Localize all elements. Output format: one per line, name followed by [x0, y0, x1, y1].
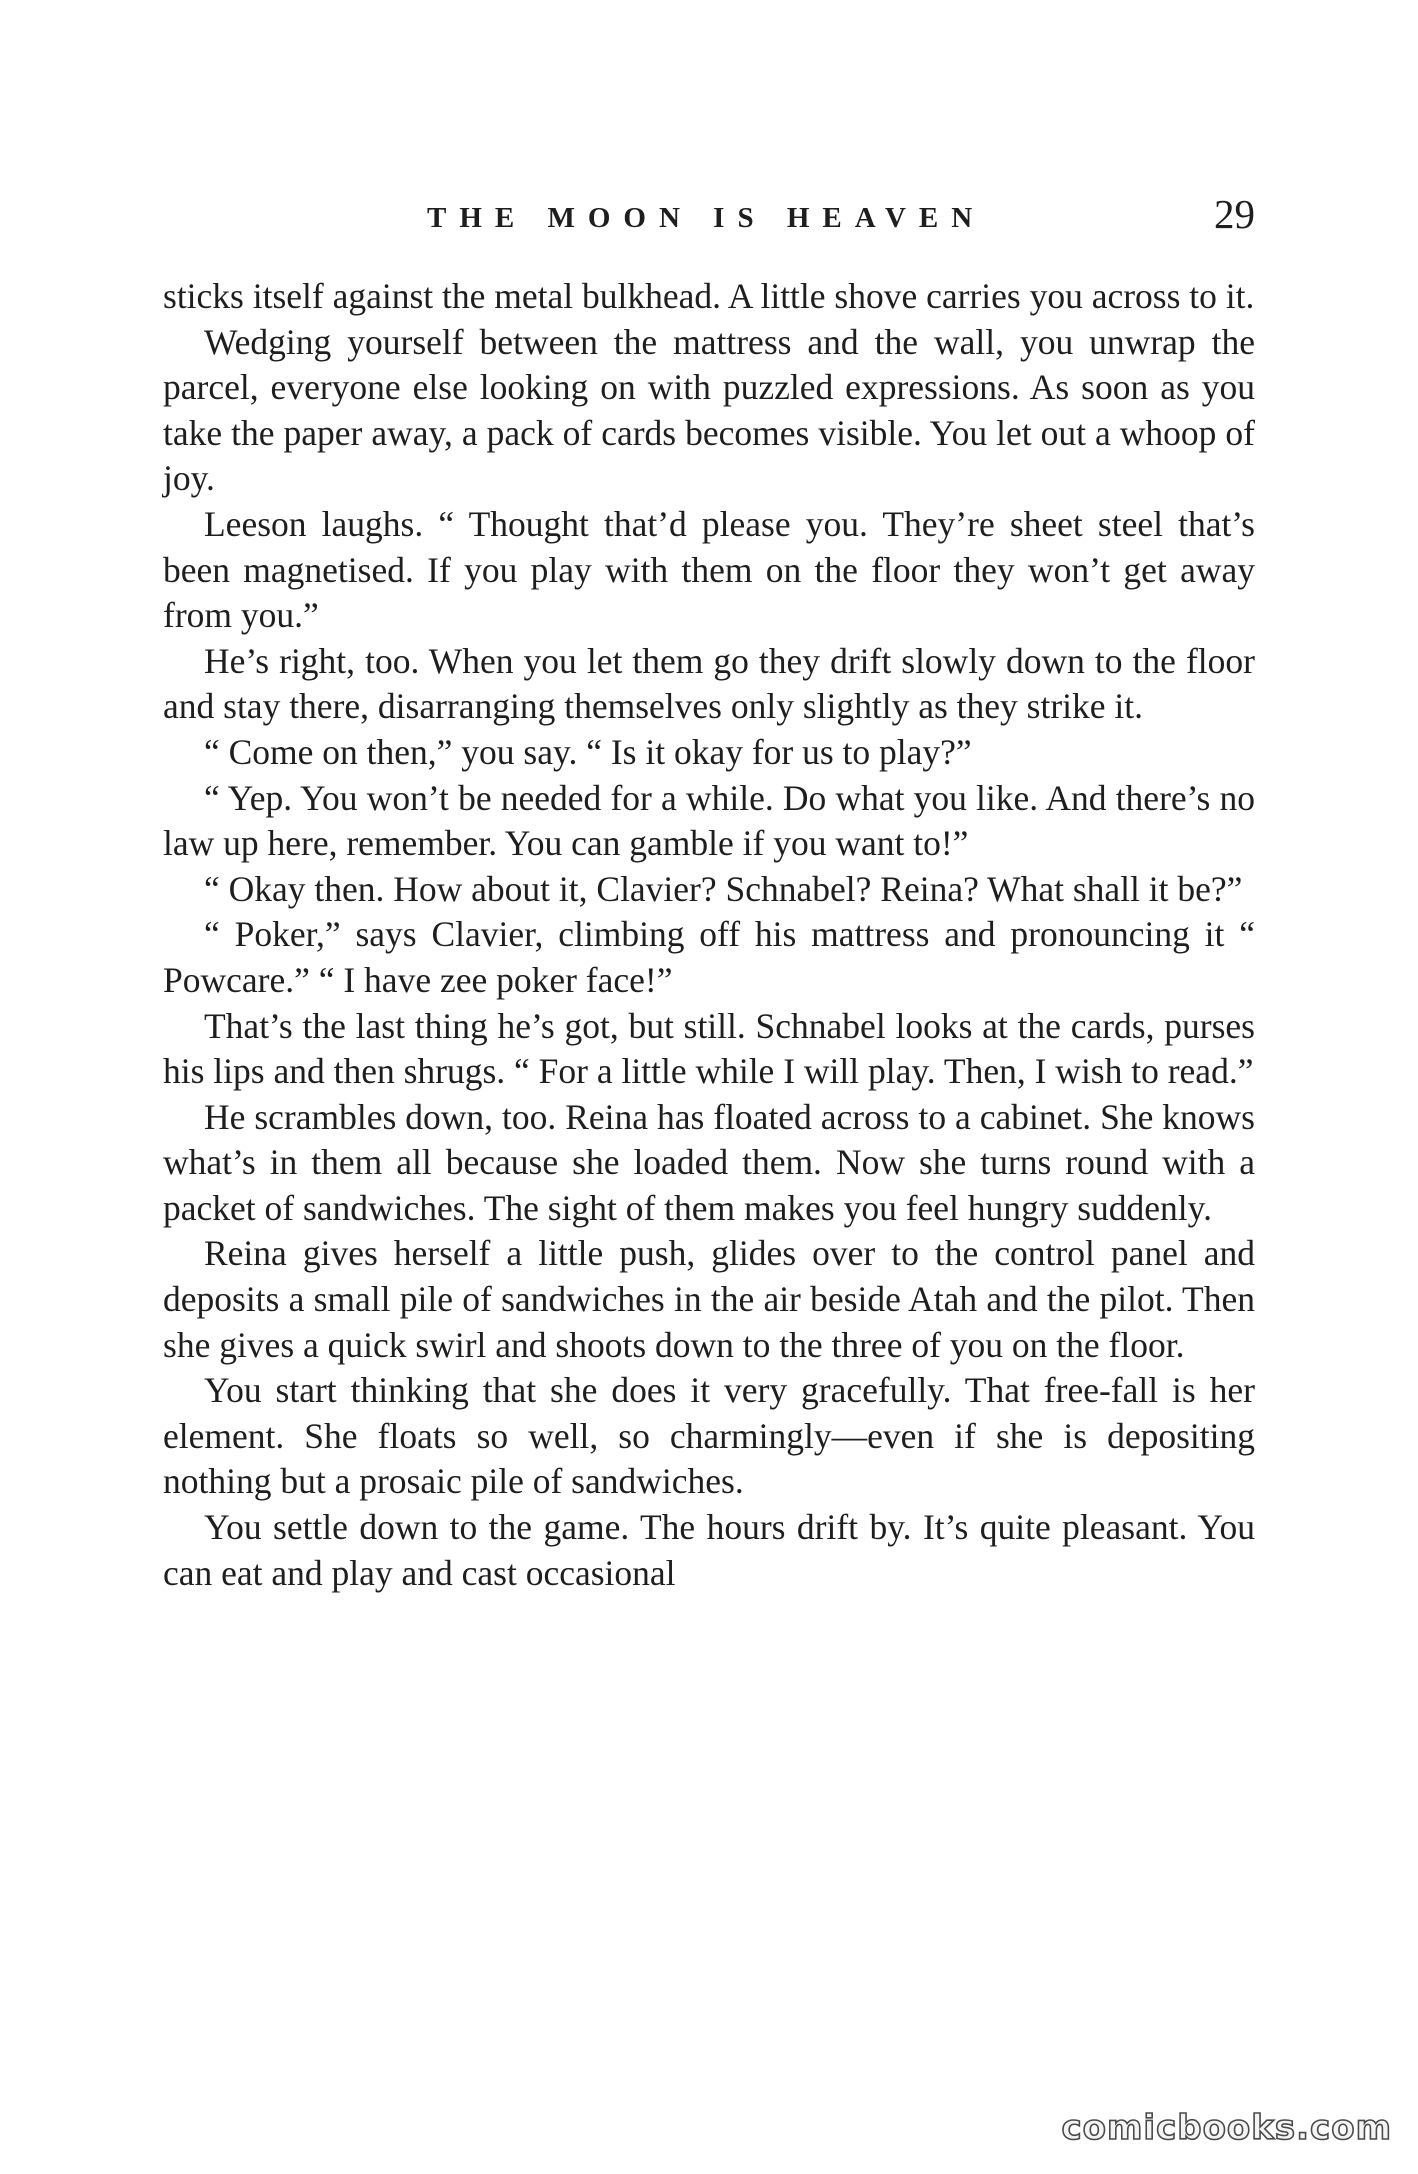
paragraph: He scrambles down, too. Reina has floated across to a cabinet. She knows what’s in them all because she loaded them. Now she turns round with a packet of sandwiches. The sight of them makes you feel hungry suddenly. — [163, 1096, 1255, 1228]
paragraph: You start thinking that she does it very gracefully. That free-fall is her element. She floats so well, so charmingly—even if she is depositing nothing but a prosaic pile of sandwiches. — [163, 1370, 1255, 1502]
paragraph: Reina gives herself a little push, glides over to the control panel and deposits a small pile of sandwiches in the air beside Atah and the pilot. Then she gives a quick swirl and shoots down to the three of you on the floor. — [163, 1233, 1255, 1365]
page-number: 29 — [1214, 191, 1255, 237]
paragraph: You settle down to the game. The hours drift by. It’s quite pleasant. You can eat and play and cast occasional — [163, 1507, 1255, 1593]
running-title: THE MOON IS HEAVEN — [427, 202, 986, 234]
paragraph: “ Yep. You won’t be needed for a while. Do what you like. And there’s no law up here, remember. You can gamble if you want to!” — [163, 777, 1255, 864]
running-head — [163, 190, 1255, 246]
body-text — [163, 274, 1255, 1596]
paragraph: Wedging yourself between the mattress and the wall, you unwrap the parcel, everyone else looking on with puzzled expressions. As soon as you take the paper away, a pack of cards becomes visible. You let out a whoop of joy. — [163, 321, 1255, 499]
paragraph: sticks itself against the metal bulkhead. A little shove carries you across to it. — [163, 276, 1255, 316]
paragraph: “ Okay then. How about it, Clavier? Schnabel? Reina? What shall it be?” — [204, 868, 1243, 909]
paragraph: “ Come on then,” you say. “ Is it okay for us to play?” — [204, 731, 972, 772]
paragraph: That’s the last thing he’s got, but still. Schnabel looks at the cards, purses his lips and then shrugs. “ For a little while I will play. Then, I wish to read.” — [163, 1005, 1255, 1092]
paragraph: “ Poker,” says Clavier, climbing off his mattress and pronouncing it “ Powcare.” “ I have zee poker face!” — [163, 914, 1255, 1000]
site-watermark: comicbooks.com — [1061, 2108, 1392, 2148]
paragraph: He’s right, too. When you let them go they drift slowly down to the floor and stay there, disarranging themselves only slightly as they strike it. — [163, 640, 1255, 727]
paragraph: Leeson laughs. “ Thought that’d please you. They’re sheet steel that’s been magnetised. If you play with them on the floor they won’t get away from you.” — [163, 503, 1255, 636]
